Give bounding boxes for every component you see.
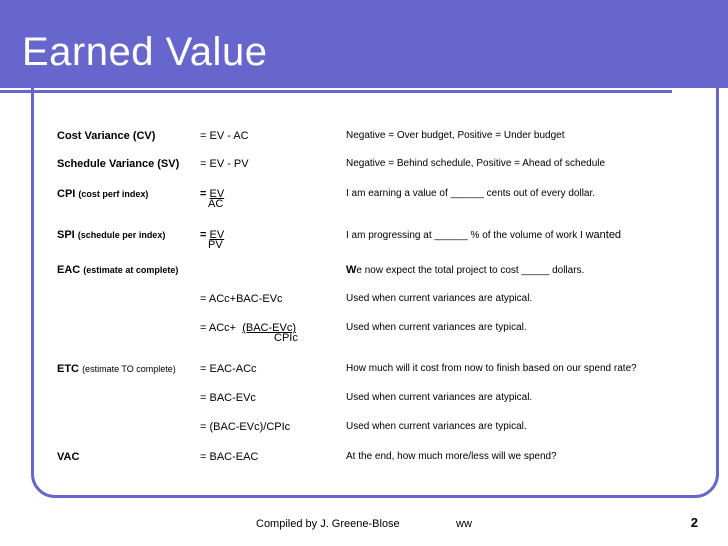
note: Used when current variances are typical.	[346, 322, 527, 333]
note: Negative = Behind schedule, Positive = Ahead of schedule	[346, 158, 606, 169]
term-abbrev: CPI	[57, 188, 76, 200]
term-abbrev: SPI	[57, 229, 75, 241]
note: Used when current variances are atypical.	[346, 293, 533, 304]
term-label	[57, 188, 148, 200]
note-text: I am progressing at ______ % of the volume of work I	[346, 230, 586, 241]
term-abbrev: EAC	[57, 264, 81, 276]
formula-denominator: AC	[208, 198, 224, 210]
note: How much will it cost from now to finish based on our spend rate?	[346, 363, 637, 374]
term-label: VAC	[57, 451, 80, 463]
term-label	[57, 363, 176, 375]
formula: = ACc+BAC-EVc	[200, 293, 283, 305]
note: Negative = Over budget, Positive = Under budget	[346, 130, 565, 141]
formula-prefix: =	[200, 188, 210, 200]
slide-title: Earned Value	[22, 30, 268, 74]
note: Used when current variances are atypical.	[346, 392, 533, 403]
note: I am earning a value of ______ cents out of every dollar.	[346, 188, 596, 199]
term-detail: (schedule per index)	[77, 230, 166, 240]
formula-denominator: CPIc	[274, 332, 298, 344]
formula-denominator: PV	[208, 239, 223, 251]
note	[346, 229, 621, 241]
formula: = EV - PV	[200, 158, 249, 170]
term-detail: (estimate at complete)	[83, 265, 179, 275]
page-number: 2	[690, 515, 698, 530]
formula-numerator: EV	[209, 229, 225, 241]
term-detail: (cost perf index)	[78, 189, 149, 199]
note-initial: W	[346, 264, 357, 276]
formula-numerator: (BAC-EVc)	[242, 322, 296, 334]
term-detail: (estimate TO complete)	[82, 364, 176, 374]
formula: = BAC-EAC	[200, 451, 259, 463]
term-label: Cost Variance (CV)	[57, 130, 156, 142]
term-label: Schedule Variance (SV)	[57, 158, 180, 170]
title-underline	[0, 90, 672, 93]
term-label	[57, 264, 178, 276]
footer-extra: ww	[456, 518, 472, 530]
note-text: e now expect the total project to cost _____ dollars.	[356, 265, 585, 276]
footer-credit: Compiled by J. Greene-Blose	[256, 518, 400, 530]
formula: = EAC-ACc	[200, 363, 257, 375]
formula: = BAC-EVc	[200, 392, 256, 404]
formula-prefix: = ACc+	[200, 322, 243, 334]
term-label	[57, 229, 165, 241]
formula-prefix: =	[200, 229, 210, 241]
term-abbrev: ETC	[57, 363, 79, 375]
formula: = EV - AC	[200, 130, 249, 142]
note	[346, 264, 584, 276]
note: At the end, how much more/less will we spend?	[346, 451, 557, 462]
formula-numerator: EV	[209, 188, 225, 200]
note-text-emphasis: wanted	[585, 229, 622, 241]
note: Used when current variances are typical.	[346, 421, 527, 432]
formula: = (BAC-EVc)/CPIc	[200, 421, 291, 433]
